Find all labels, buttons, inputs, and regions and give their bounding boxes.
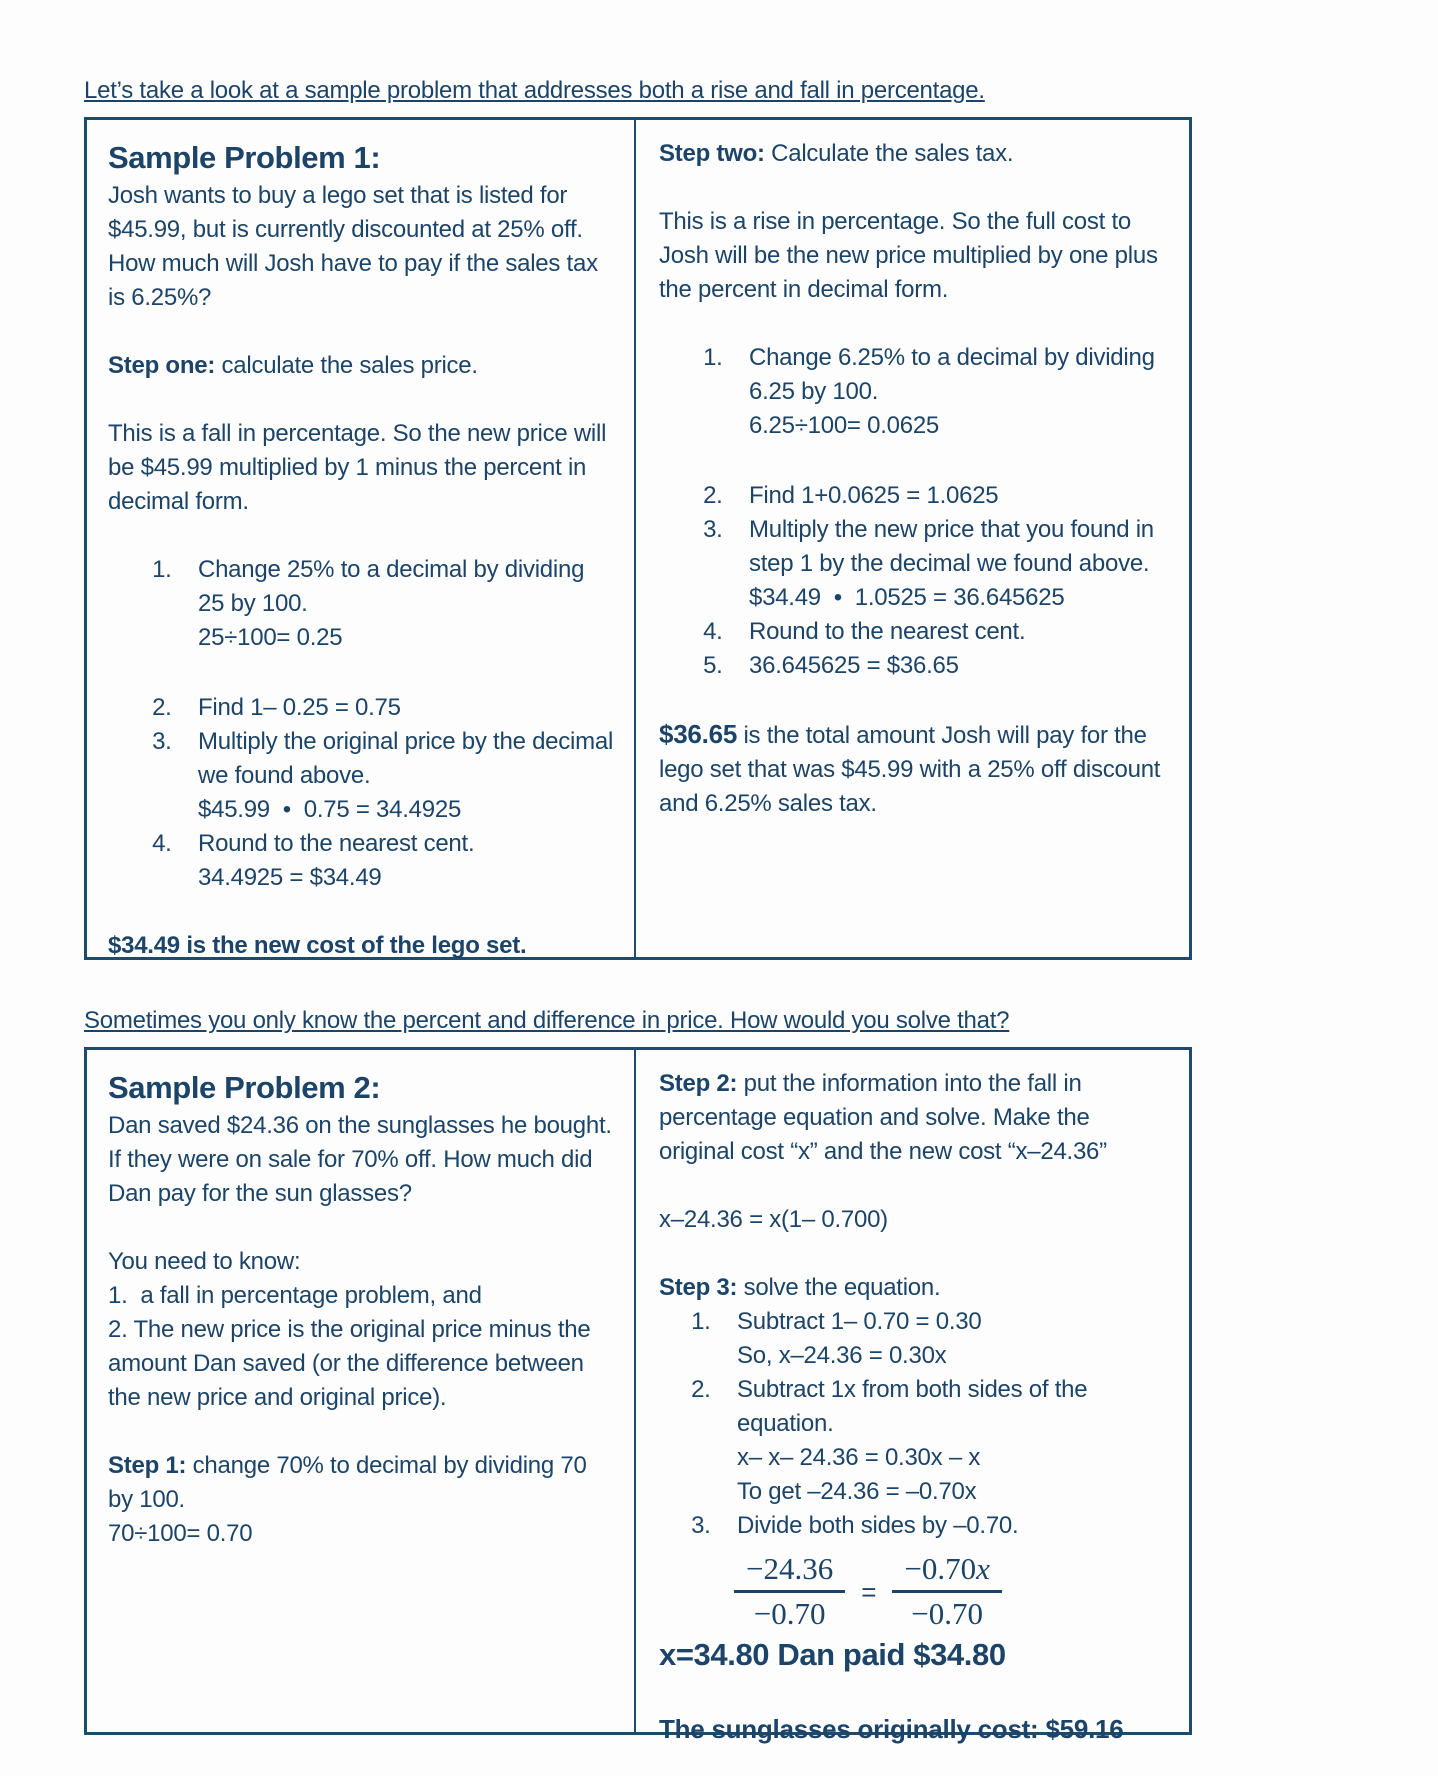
problem1-step-two xyxy=(659,137,1171,171)
problem2-conclusion: The sunglasses originally cost: $59.16 xyxy=(659,1714,1124,1744)
step-one-text: calculate the sales price. xyxy=(215,352,478,379)
list-item xyxy=(178,691,616,725)
problem2-statement: Dan saved $24.36 on the sunglasses he bought. If they were on sale for 70% off. How much did Dan pay for the sun glasses? xyxy=(108,1112,612,1207)
problem1-left-cell xyxy=(87,120,636,957)
list-item xyxy=(717,1373,1171,1509)
fraction-numerator xyxy=(892,1551,1002,1593)
problem2-step-3 xyxy=(659,1271,1171,1305)
step-text: 3. Multiply the new price that you found in step 1 by the decimal we found above. xyxy=(749,516,1154,577)
coefficient: −0.70 xyxy=(904,1551,977,1586)
step-text: 4. Round to the nearest cent. xyxy=(198,830,475,857)
step-equation: 34.4925 = $34.49 xyxy=(198,864,382,891)
list-item xyxy=(178,725,616,827)
list-item xyxy=(717,1509,1171,1543)
step-text: 4. Round to the nearest cent. xyxy=(749,618,1026,645)
step-text: 1. Subtract 1– 0.70 = 0.30 xyxy=(737,1308,982,1335)
need-to-know-item-2: 2. The new price is the original price minus the amount Dan saved (or the difference between the new price and original price). xyxy=(108,1316,591,1411)
list-item xyxy=(729,513,1171,615)
sample-problem-2-table xyxy=(84,1047,1192,1744)
step-1-text: change 70% to decimal by dividing 70 by 100. xyxy=(108,1452,587,1513)
list-item xyxy=(178,827,616,895)
list-item xyxy=(729,341,1171,443)
fall-percentage-equation: x–24.36 = x(1– 0.700) xyxy=(659,1206,888,1233)
equals-sign: = xyxy=(861,1576,877,1607)
step-two-label: Step two: xyxy=(659,140,765,167)
fraction-left xyxy=(734,1551,845,1632)
problem1-left-conclusion xyxy=(108,929,616,963)
fraction-right xyxy=(892,1551,1002,1632)
problem1-statement: Josh wants to buy a lego set that is listed for $45.99, but is currently discounted at 25% off. How much will Josh have to pay if the sales tax is 6.25%? xyxy=(108,182,598,311)
step-text: 2. Find 1– 0.25 = 0.75 xyxy=(198,694,401,721)
step-equation: So, x–24.36 = 0.30x xyxy=(737,1342,947,1369)
step-text: 1. Change 6.25% to a decimal by dividing 6.25 by 100. xyxy=(749,344,1155,405)
problem1-rise-explain: This is a rise in percentage. So the full cost to Josh will be the new price multiplied by one plus the percent in decimal form. xyxy=(659,208,1158,303)
problem1-right-steps-list xyxy=(659,341,1171,683)
problem1-right-cell xyxy=(636,120,1189,957)
step-equation: x– x– 24.36 = 0.30x – x xyxy=(737,1444,981,1471)
problem1-fall-explain: This is a fall in percentage. So the new price will be $45.99 multiplied by 1 minus the percent in decimal form. xyxy=(108,420,607,515)
problem2-step-2 xyxy=(659,1067,1171,1169)
fraction-denominator: −0.70 xyxy=(911,1596,984,1631)
intro-line-1: Let’s take a look at a sample problem that addresses both a rise and fall in percentage. xyxy=(84,77,985,104)
step-equation: To get –24.36 = –0.70x xyxy=(737,1478,977,1505)
step-1-label: Step 1: xyxy=(108,1452,187,1479)
division-equation xyxy=(734,1551,1171,1632)
step-two-text: Calculate the sales tax. xyxy=(764,140,1014,167)
need-to-know-item-1: 1. a fall in percentage problem, and xyxy=(108,1282,482,1309)
step-equation: 6.25÷100= 0.0625 xyxy=(749,412,940,439)
problem2-result: x=34.80 Dan paid $34.80 xyxy=(659,1637,1006,1672)
list-item xyxy=(178,553,616,655)
sample-problem-1-table xyxy=(84,117,1192,960)
problem1-right-conclusion xyxy=(659,717,1171,821)
list-item xyxy=(717,1305,1171,1373)
problem2-steps-list xyxy=(659,1305,1171,1543)
need-to-know-heading: You need to know: xyxy=(108,1248,301,1275)
step-2-text: put the information into the fall in percentage equation and solve. Make the original cost “x” and the new cost “x–24.36” xyxy=(659,1070,1107,1165)
intro-line-2: Sometimes you only know the percent and difference in price. How would you solve that? xyxy=(84,1007,1010,1034)
problem1-title: Sample Problem 1: xyxy=(108,140,381,175)
fraction-denominator: −0.70 xyxy=(753,1596,826,1631)
step-text: 3. Divide both sides by –0.70. xyxy=(737,1512,1019,1539)
step-text: 2. Subtract 1x from both sides of the equation. xyxy=(737,1376,1088,1437)
conclusion-amount: $36.65 xyxy=(659,719,738,749)
step-text: 1. Change 25% to a decimal by dividing 25 by 100. xyxy=(198,556,585,617)
step-text: 3. Multiply the original price by the decimal we found above. xyxy=(198,728,614,789)
step-text: 2. Find 1+0.0625 = 1.0625 xyxy=(749,482,999,509)
step-2-label: Step 2: xyxy=(659,1070,738,1097)
fraction-numerator: −24.36 xyxy=(734,1551,845,1593)
step-equation: $45.99 • 0.75 = 34.4925 xyxy=(198,796,462,823)
step-3-text: solve the equation. xyxy=(737,1274,941,1301)
step-equation: $34.49 • 1.0525 = 36.645625 xyxy=(749,584,1065,611)
problem2-title: Sample Problem 2: xyxy=(108,1070,381,1105)
step-equation: 5. 36.645625 = $36.65 xyxy=(749,652,959,679)
problem1-left-steps-list xyxy=(108,553,616,895)
problem1-step-one xyxy=(108,349,616,383)
list-item xyxy=(729,615,1171,649)
conclusion-text: is the total amount Josh will pay for the lego set that was $45.99 with a 25% off discount and 6.25% sales tax. xyxy=(659,722,1161,817)
list-item xyxy=(729,649,1171,683)
step-equation: 25÷100= 0.25 xyxy=(198,624,343,651)
step-one-label: Step one: xyxy=(108,352,216,379)
list-item xyxy=(729,479,1171,513)
problem2-right-cell xyxy=(636,1050,1189,1744)
problem2-step-1 xyxy=(108,1449,616,1517)
problem2-left-cell xyxy=(87,1050,636,1732)
step-3-label: Step 3: xyxy=(659,1274,738,1301)
step-1-equation: 70÷100= 0.70 xyxy=(108,1520,253,1547)
conclusion-text: $34.49 is the new cost of the lego set. xyxy=(108,932,527,959)
variable-x: x xyxy=(976,1551,990,1586)
